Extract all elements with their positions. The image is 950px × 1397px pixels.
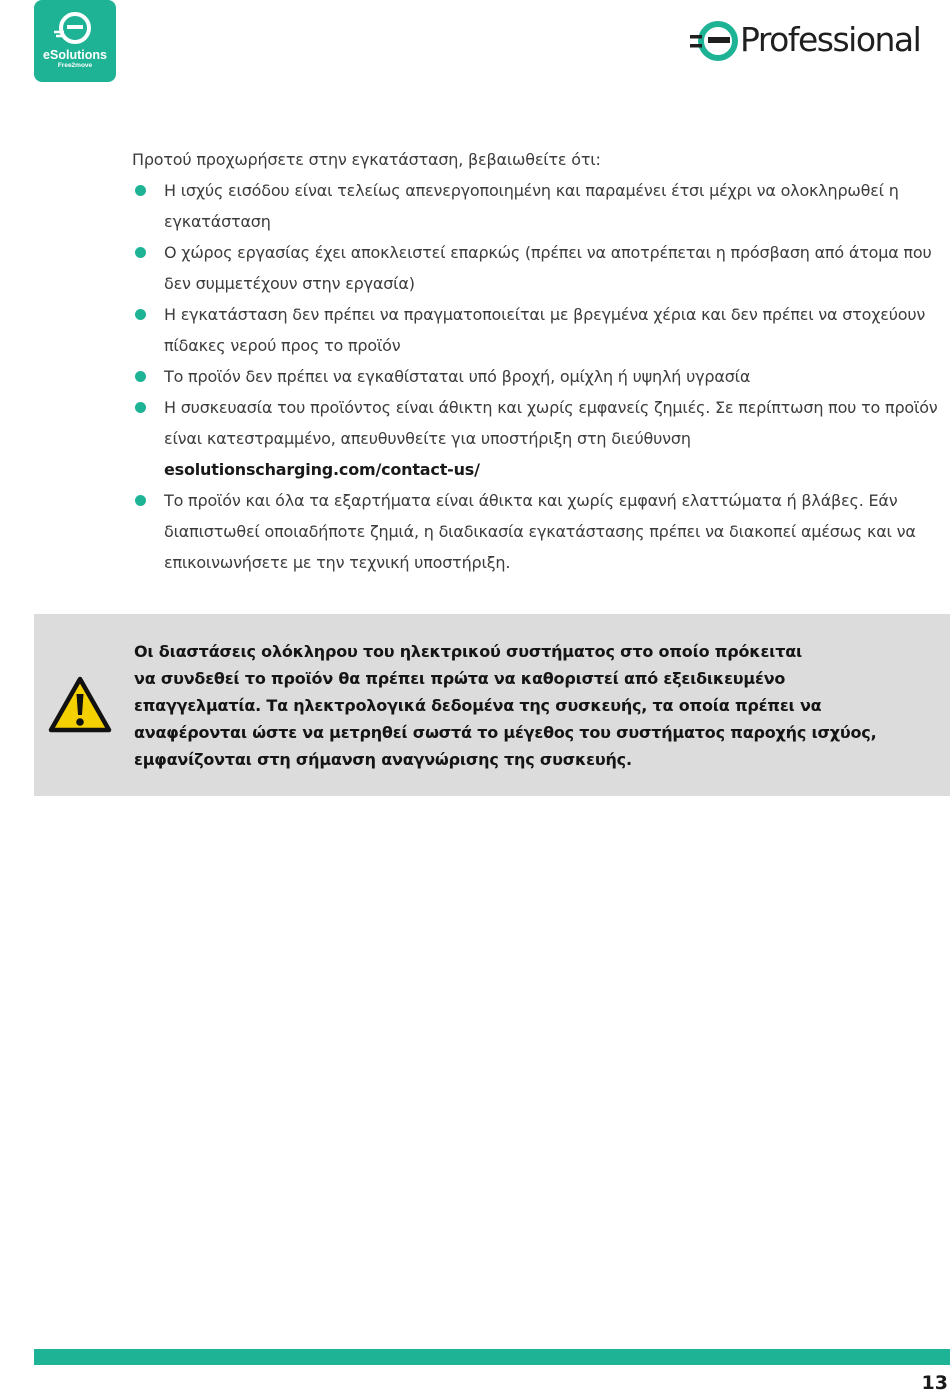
warning-line: Οι διαστάσεις ολόκληρου του ηλεκτρικού συστήματος στο οποίο πρόκειται (134, 642, 803, 661)
list-item-text: Το προϊόν δεν πρέπει να εγκαθίσταται υπό βροχή, ομίχλη ή υψηλή υγρασία (164, 367, 751, 386)
warning-line: επαγγελματία. Τα ηλεκτρολογικά δεδομένα της συσκευής, τα οποία πρέπει να (134, 696, 822, 715)
footer-bar (34, 1349, 950, 1365)
esolutions-logo (34, 0, 116, 82)
e-plug-icon (688, 18, 740, 64)
eprofessional-logo-text: Professional (740, 20, 921, 59)
eprofessional-logo (688, 14, 950, 70)
precondition-list (132, 175, 947, 578)
contact-link[interactable]: esolutionscharging.com/contact-us/ (164, 460, 480, 479)
bullet-dot-icon (135, 247, 146, 258)
esolutions-logo-sub: Free2move (57, 62, 93, 69)
bullet-dot-icon (135, 309, 146, 320)
warning-line: εμφανίζονται στη σήμανση αναγνώρισης της συσκευής. (134, 750, 632, 769)
bullet-dot-icon (135, 371, 146, 382)
warning-line: να συνδεθεί το προϊόν θα πρέπει πρώτα να καθοριστεί από εξειδικευμένο (134, 669, 786, 688)
list-item (132, 299, 947, 361)
bullet-dot-icon (135, 185, 146, 196)
list-item-text: Το προϊόν και όλα τα εξαρτήματα είναι άθικτα και χωρίς εμφανή ελαττώματα ή βλάβες. Εάν διαπιστωθεί οποιαδήποτε ζημιά, η διαδικασία εγκατάστασης πρέπει να διακοπεί αμέσως και να επικοινωνήσετε με την τεχνική υποστήριξη. (164, 491, 916, 572)
warning-text (134, 638, 934, 773)
intro-text: Προτού προχωρήσετε στην εγκατάσταση, βεβαιωθείτε ότι: (132, 150, 601, 169)
list-item-text: Η συσκευασία του προϊόντος είναι άθικτη και χωρίς εμφανείς ζημιές. Σε περίπτωση που το προϊόν είναι κατεστραμμένο, απευθυνθείτε για υποστήριξη στη διεύθυνση (164, 398, 938, 448)
list-item (132, 237, 947, 299)
list-item (132, 361, 947, 392)
warning-line: αναφέρονται ώστε να μετρηθεί σωστά το μέγεθος του συστήματος παροχής ισχύος, (134, 723, 877, 742)
list-item (132, 485, 947, 578)
main-content (132, 144, 947, 578)
list-item-text: Ο χώρος εργασίας έχει αποκλειστεί επαρκώς (πρέπει να αποτρέπεται η πρόσβαση από άτομα που δεν συμμετέχουν στην εργασία) (164, 243, 932, 293)
bullet-dot-icon (135, 402, 146, 413)
bullet-dot-icon (135, 495, 146, 506)
warning-box (34, 614, 950, 796)
list-item (132, 392, 947, 485)
list-item-text: Η εγκατάσταση δεν πρέπει να πραγματοποιείται με βρεγμένα χέρια και δεν πρέπει να στοχεύουν πίδακες νερού προς το προϊόν (164, 305, 926, 355)
plug-e-icon (34, 10, 116, 46)
list-item (132, 175, 947, 237)
page-number: 13 (921, 1372, 948, 1394)
warning-triangle-icon (48, 676, 112, 734)
esolutions-logo-name: eSolutions (43, 48, 107, 62)
list-item-text: Η ισχύς εισόδου είναι τελείως απενεργοποιημένη και παραμένει έτσι μέχρι να ολοκληρωθεί η εγκατάσταση (164, 181, 899, 231)
